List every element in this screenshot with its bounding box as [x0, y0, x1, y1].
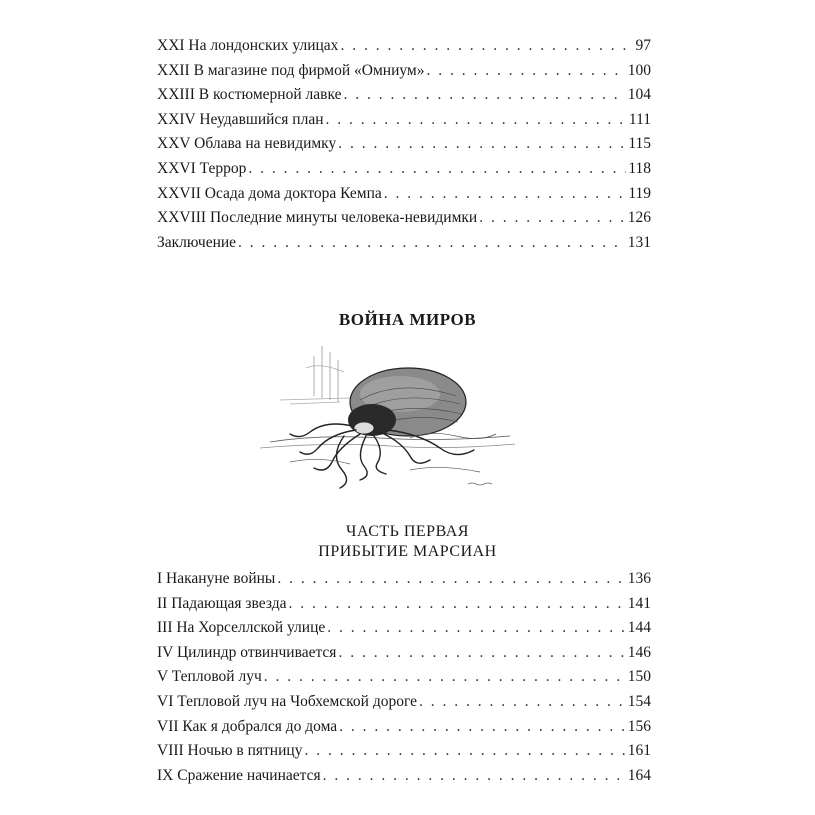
toc-entry-page: 119: [628, 184, 651, 202]
toc-leader-dots: [248, 157, 626, 182]
toc-entry-title: XXV Облава на невидимку: [157, 135, 337, 153]
toc-entry[interactable]: [157, 34, 651, 59]
part-number: ЧАСТЬ ПЕРВАЯ: [346, 523, 469, 540]
toc-leader-dots: [304, 739, 625, 764]
toc-entry[interactable]: [157, 231, 651, 256]
toc-entry-page: 164: [627, 766, 651, 784]
toc-entry-title: XXIV Неудавшийся план: [157, 110, 324, 128]
toc-entry-title: XXVI Террор: [157, 159, 247, 177]
toc-entry-title: III На Хорселлской улице: [157, 619, 326, 637]
toc-entry-title: IX Сражение начинается: [157, 766, 321, 784]
toc-leader-dots: [323, 764, 626, 789]
toc-entry-page: 97: [635, 37, 651, 54]
toc-entry-title: VII Как я добрался до дома: [157, 717, 338, 735]
toc-entry-page: 118: [628, 159, 651, 177]
toc-leader-dots: [340, 34, 633, 59]
toc-entry-page: 141: [627, 594, 651, 612]
toc-entry-page: 131: [627, 233, 651, 251]
toc-entry-page: 150: [627, 668, 651, 686]
toc-entry-page: 126: [627, 209, 651, 227]
toc-entry-page: 146: [627, 643, 651, 661]
toc-entry-title: Заключение: [157, 233, 237, 251]
part-heading: [0, 522, 815, 562]
toc-entry[interactable]: [157, 83, 651, 108]
toc-entry[interactable]: [157, 690, 651, 715]
toc-bottom-list: [157, 567, 651, 788]
toc-entry-title: IV Цилиндр отвинчивается: [157, 643, 337, 661]
toc-entry-page: 136: [627, 570, 651, 587]
toc-leader-dots: [338, 132, 626, 157]
toc-leader-dots: [426, 59, 625, 84]
toc-entry-title: II Падающая звезда: [157, 594, 287, 612]
toc-entry-title: I Накануне войны: [157, 570, 276, 587]
toc-entry[interactable]: [157, 665, 651, 690]
toc-entry[interactable]: [157, 59, 651, 84]
toc-entry[interactable]: [157, 592, 651, 617]
toc-entry[interactable]: [157, 132, 651, 157]
toc-entry-title: XXVIII Последние минуты человека-невидимки: [157, 209, 478, 227]
toc-leader-dots: [327, 616, 625, 641]
toc-leader-dots: [339, 715, 626, 740]
toc-entry-title: XXII В магазине под фирмой «Омниум»: [157, 61, 425, 79]
toc-leader-dots: [419, 690, 626, 715]
toc-entry[interactable]: [157, 182, 651, 207]
toc-entry[interactable]: [157, 567, 651, 592]
toc-leader-dots: [288, 592, 625, 617]
toc-entry[interactable]: [157, 739, 651, 764]
toc-entry[interactable]: [157, 715, 651, 740]
toc-entry[interactable]: [157, 206, 651, 231]
toc-top-list: [157, 34, 651, 255]
toc-leader-dots: [338, 641, 625, 666]
toc-entry-title: XXI На лондонских улицах: [157, 37, 339, 54]
toc-entry[interactable]: [157, 764, 651, 789]
toc-entry-page: 100: [627, 61, 651, 79]
toc-entry-title: XXVII Осада дома доктора Кемпа: [157, 184, 382, 202]
toc-entry-title: XXIII В костюмерной лавке: [157, 86, 342, 104]
toc-leader-dots: [238, 231, 626, 256]
toc-leader-dots: [479, 206, 626, 231]
toc-entry-page: 111: [628, 110, 651, 128]
toc-entry-title: VI Тепловой луч на Чобхемской дороге: [157, 692, 417, 710]
toc-entry-page: 156: [627, 717, 651, 735]
toc-entry[interactable]: [157, 641, 651, 666]
toc-leader-dots: [326, 108, 627, 133]
toc-entry-page: 115: [628, 135, 651, 153]
part-title: ПРИБЫТИЕ МАРСИАН: [318, 543, 497, 560]
toc-entry-title: V Тепловой луч: [157, 668, 262, 686]
toc-entry[interactable]: [157, 108, 651, 133]
toc-leader-dots: [343, 83, 625, 108]
toc-entry-title: VIII Ночью в пятницу: [157, 742, 303, 760]
toc-entry-page: 104: [627, 86, 651, 104]
toc-entry[interactable]: [157, 157, 651, 182]
toc-leader-dots: [277, 567, 625, 592]
work-title: ВОЙНА МИРОВ: [338, 310, 477, 329]
toc-entry-page: 144: [627, 619, 651, 637]
martian-cylinder-illustration: [260, 338, 520, 498]
toc-leader-dots: [384, 182, 627, 207]
toc-entry-page: 161: [627, 742, 651, 760]
toc-leader-dots: [264, 665, 626, 690]
toc-entry[interactable]: [157, 616, 651, 641]
toc-entry-page: 154: [627, 692, 651, 710]
